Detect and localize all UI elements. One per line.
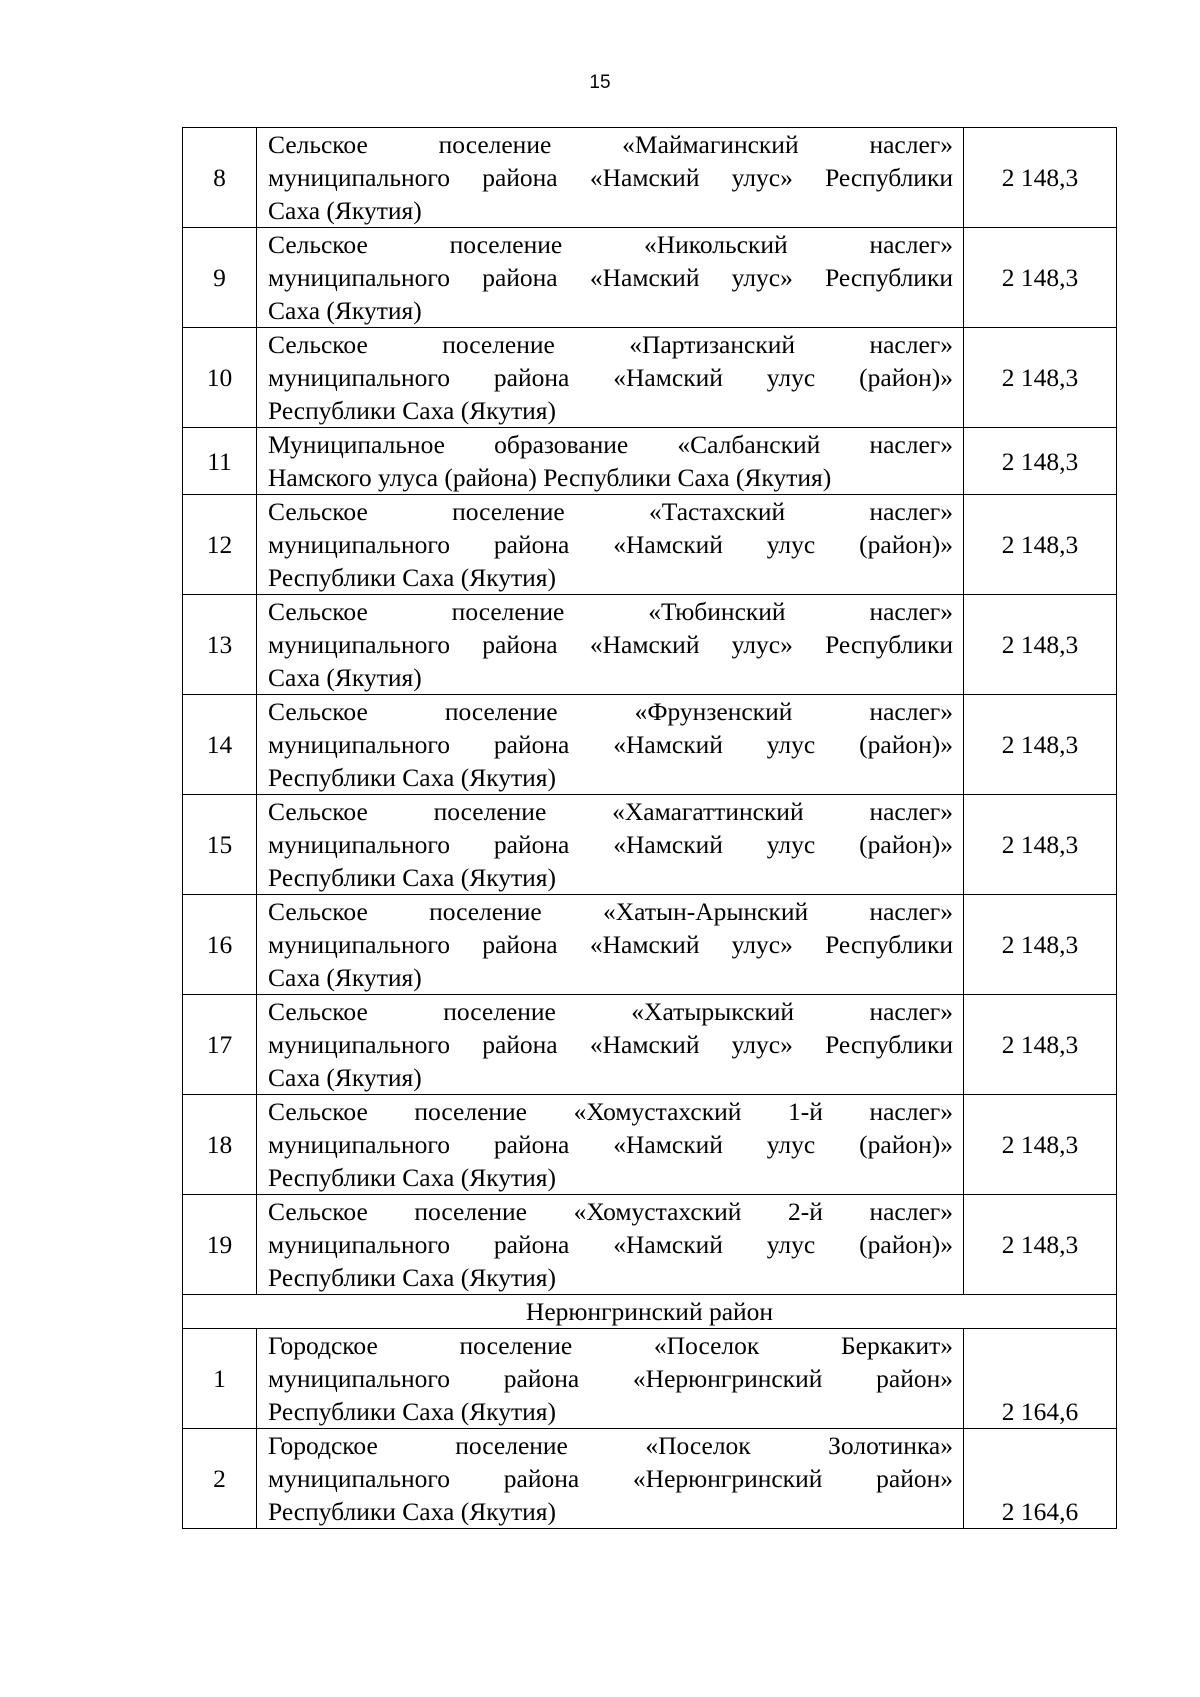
municipality-name [257,1329,964,1429]
amount-value: 2 164,6 [964,1329,1117,1429]
table-row [183,1429,1117,1529]
municipality-name-line: Сельское поселение «Хомустахский 1-й наслег» [268,1097,953,1126]
row-number: 13 [183,595,257,695]
row-number: 12 [183,495,257,595]
municipality-name-line: Республики Саха (Якутия) [268,396,557,425]
row-number: 17 [183,995,257,1095]
municipality-name [257,695,964,795]
row-number: 1 [183,1329,257,1429]
amount-value: 2 148,3 [964,695,1117,795]
municipality-name-line: муниципального района «Намский улус (район)» [268,530,953,559]
table-row [183,595,1117,695]
municipality-name [257,1429,964,1529]
municipality-name-line: муниципального района «Намский улус (район)» [268,730,953,759]
row-number: 9 [183,228,257,328]
row-number: 10 [183,328,257,428]
row-number: 18 [183,1095,257,1195]
table-row [183,1195,1117,1295]
table-row [183,795,1117,895]
municipality-name-line: Сельское поселение «Маймагинский наслег» [268,130,953,159]
page-number: 15 [589,72,611,93]
table-row [183,1095,1117,1195]
row-number: 2 [183,1429,257,1529]
municipality-name-line: Городское поселение «Поселок Беркакит» [268,1331,953,1360]
municipality-name [257,795,964,895]
table-row [183,328,1117,428]
amount-value: 2 148,3 [964,795,1117,895]
row-number: 14 [183,695,257,795]
amount-value: 2 148,3 [964,228,1117,328]
municipality-name-line: Республики Саха (Якутия) [268,1263,557,1292]
table-row [183,995,1117,1095]
table-row [183,228,1117,328]
municipality-name-line: Сельское поселение «Хатын-Арынский наслег» [268,897,953,926]
municipality-name-line: муниципального района «Намский улус (район)» [268,1130,953,1159]
amount-value: 2 148,3 [964,1195,1117,1295]
amount-value: 2 148,3 [964,495,1117,595]
municipality-name [257,1095,964,1195]
table-row [183,128,1117,228]
municipality-name-line: муниципального района «Намский улус (район)» [268,363,953,392]
municipality-name-line: Муниципальное образование «Салбанский наслег» [268,430,953,459]
municipality-name-line: муниципального района «Нерюнгринский район» [268,1464,953,1493]
municipality-name-line: Сельское поселение «Никольский наслег» [268,230,953,259]
municipality-name-line: Сельское поселение «Хомустахский 2-й наслег» [268,1197,953,1226]
municipality-name-line: Сельское поселение «Хатырыкский наслег» [268,997,953,1026]
table-row [183,695,1117,795]
municipality-name [257,428,964,495]
amount-value: 2 148,3 [964,128,1117,228]
municipality-name-line: Саха (Якутия) [268,296,422,325]
municipality-name-line: муниципального района «Намский улус» Республики [268,263,953,292]
municipality-name-line: муниципального района «Намский улус» Республики [268,630,953,659]
municipality-name-line: муниципального района «Нерюнгринский район» [268,1364,953,1393]
municipality-name-line: Сельское поселение «Фрунзенский наслег» [268,697,953,726]
row-number: 15 [183,795,257,895]
table-row [183,495,1117,595]
municipality-name-line: Республики Саха (Якутия) [268,1497,557,1526]
municipality-name-line: Саха (Якутия) [268,196,422,225]
table-row [183,428,1117,495]
amount-value: 2 148,3 [964,1095,1117,1195]
allocation-table [182,127,1117,1529]
municipality-name-line: муниципального района «Намский улус (район)» [268,1230,953,1259]
table-row [183,1329,1117,1429]
municipality-name-line: Сельское поселение «Тастахский наслег» [268,497,953,526]
municipality-name-line: Республики Саха (Якутия) [268,1397,557,1426]
row-number: 16 [183,895,257,995]
municipality-name-line: Республики Саха (Якутия) [268,763,557,792]
municipality-name-line: муниципального района «Намский улус» Республики [268,163,953,192]
municipality-name [257,995,964,1095]
row-number: 19 [183,1195,257,1295]
row-number: 11 [183,428,257,495]
table-row [183,895,1117,995]
section-header-row [183,1295,1117,1329]
amount-value: 2 148,3 [964,428,1117,495]
municipality-name-line: Намского улуса (района) Республики Саха (Якутия) [268,463,832,492]
row-number: 8 [183,128,257,228]
municipality-name-line: Саха (Якутия) [268,963,422,992]
municipality-name-line: Республики Саха (Якутия) [268,563,557,592]
municipality-name-line: Сельское поселение «Партизанский наслег» [268,330,953,359]
municipality-name [257,228,964,328]
municipality-name [257,495,964,595]
municipality-name-line: Республики Саха (Якутия) [268,1163,557,1192]
municipality-name [257,1195,964,1295]
municipality-name [257,595,964,695]
amount-value: 2 148,3 [964,328,1117,428]
municipality-name [257,328,964,428]
municipality-name-line: Сельское поселение «Тюбинский наслег» [268,597,953,626]
municipality-name-line: Городское поселение «Поселок Золотинка» [268,1431,953,1460]
municipality-name [257,895,964,995]
amount-value: 2 148,3 [964,595,1117,695]
municipality-name-line: Сельское поселение «Хамагаттинский наслег» [268,797,953,826]
municipality-name-line: муниципального района «Намский улус (район)» [268,830,953,859]
municipality-name-line: муниципального района «Намский улус» Республики [268,1030,953,1059]
municipality-name-line: Республики Саха (Якутия) [268,863,557,892]
municipality-name-line: Саха (Якутия) [268,663,422,692]
municipality-name [257,128,964,228]
amount-value: 2 148,3 [964,895,1117,995]
amount-value: 2 148,3 [964,995,1117,1095]
municipality-name-line: Саха (Якутия) [268,1063,422,1092]
section-title: Нерюнгринский район [183,1295,1117,1329]
municipality-name-line: муниципального района «Намский улус» Республики [268,930,953,959]
amount-value: 2 164,6 [964,1429,1117,1529]
